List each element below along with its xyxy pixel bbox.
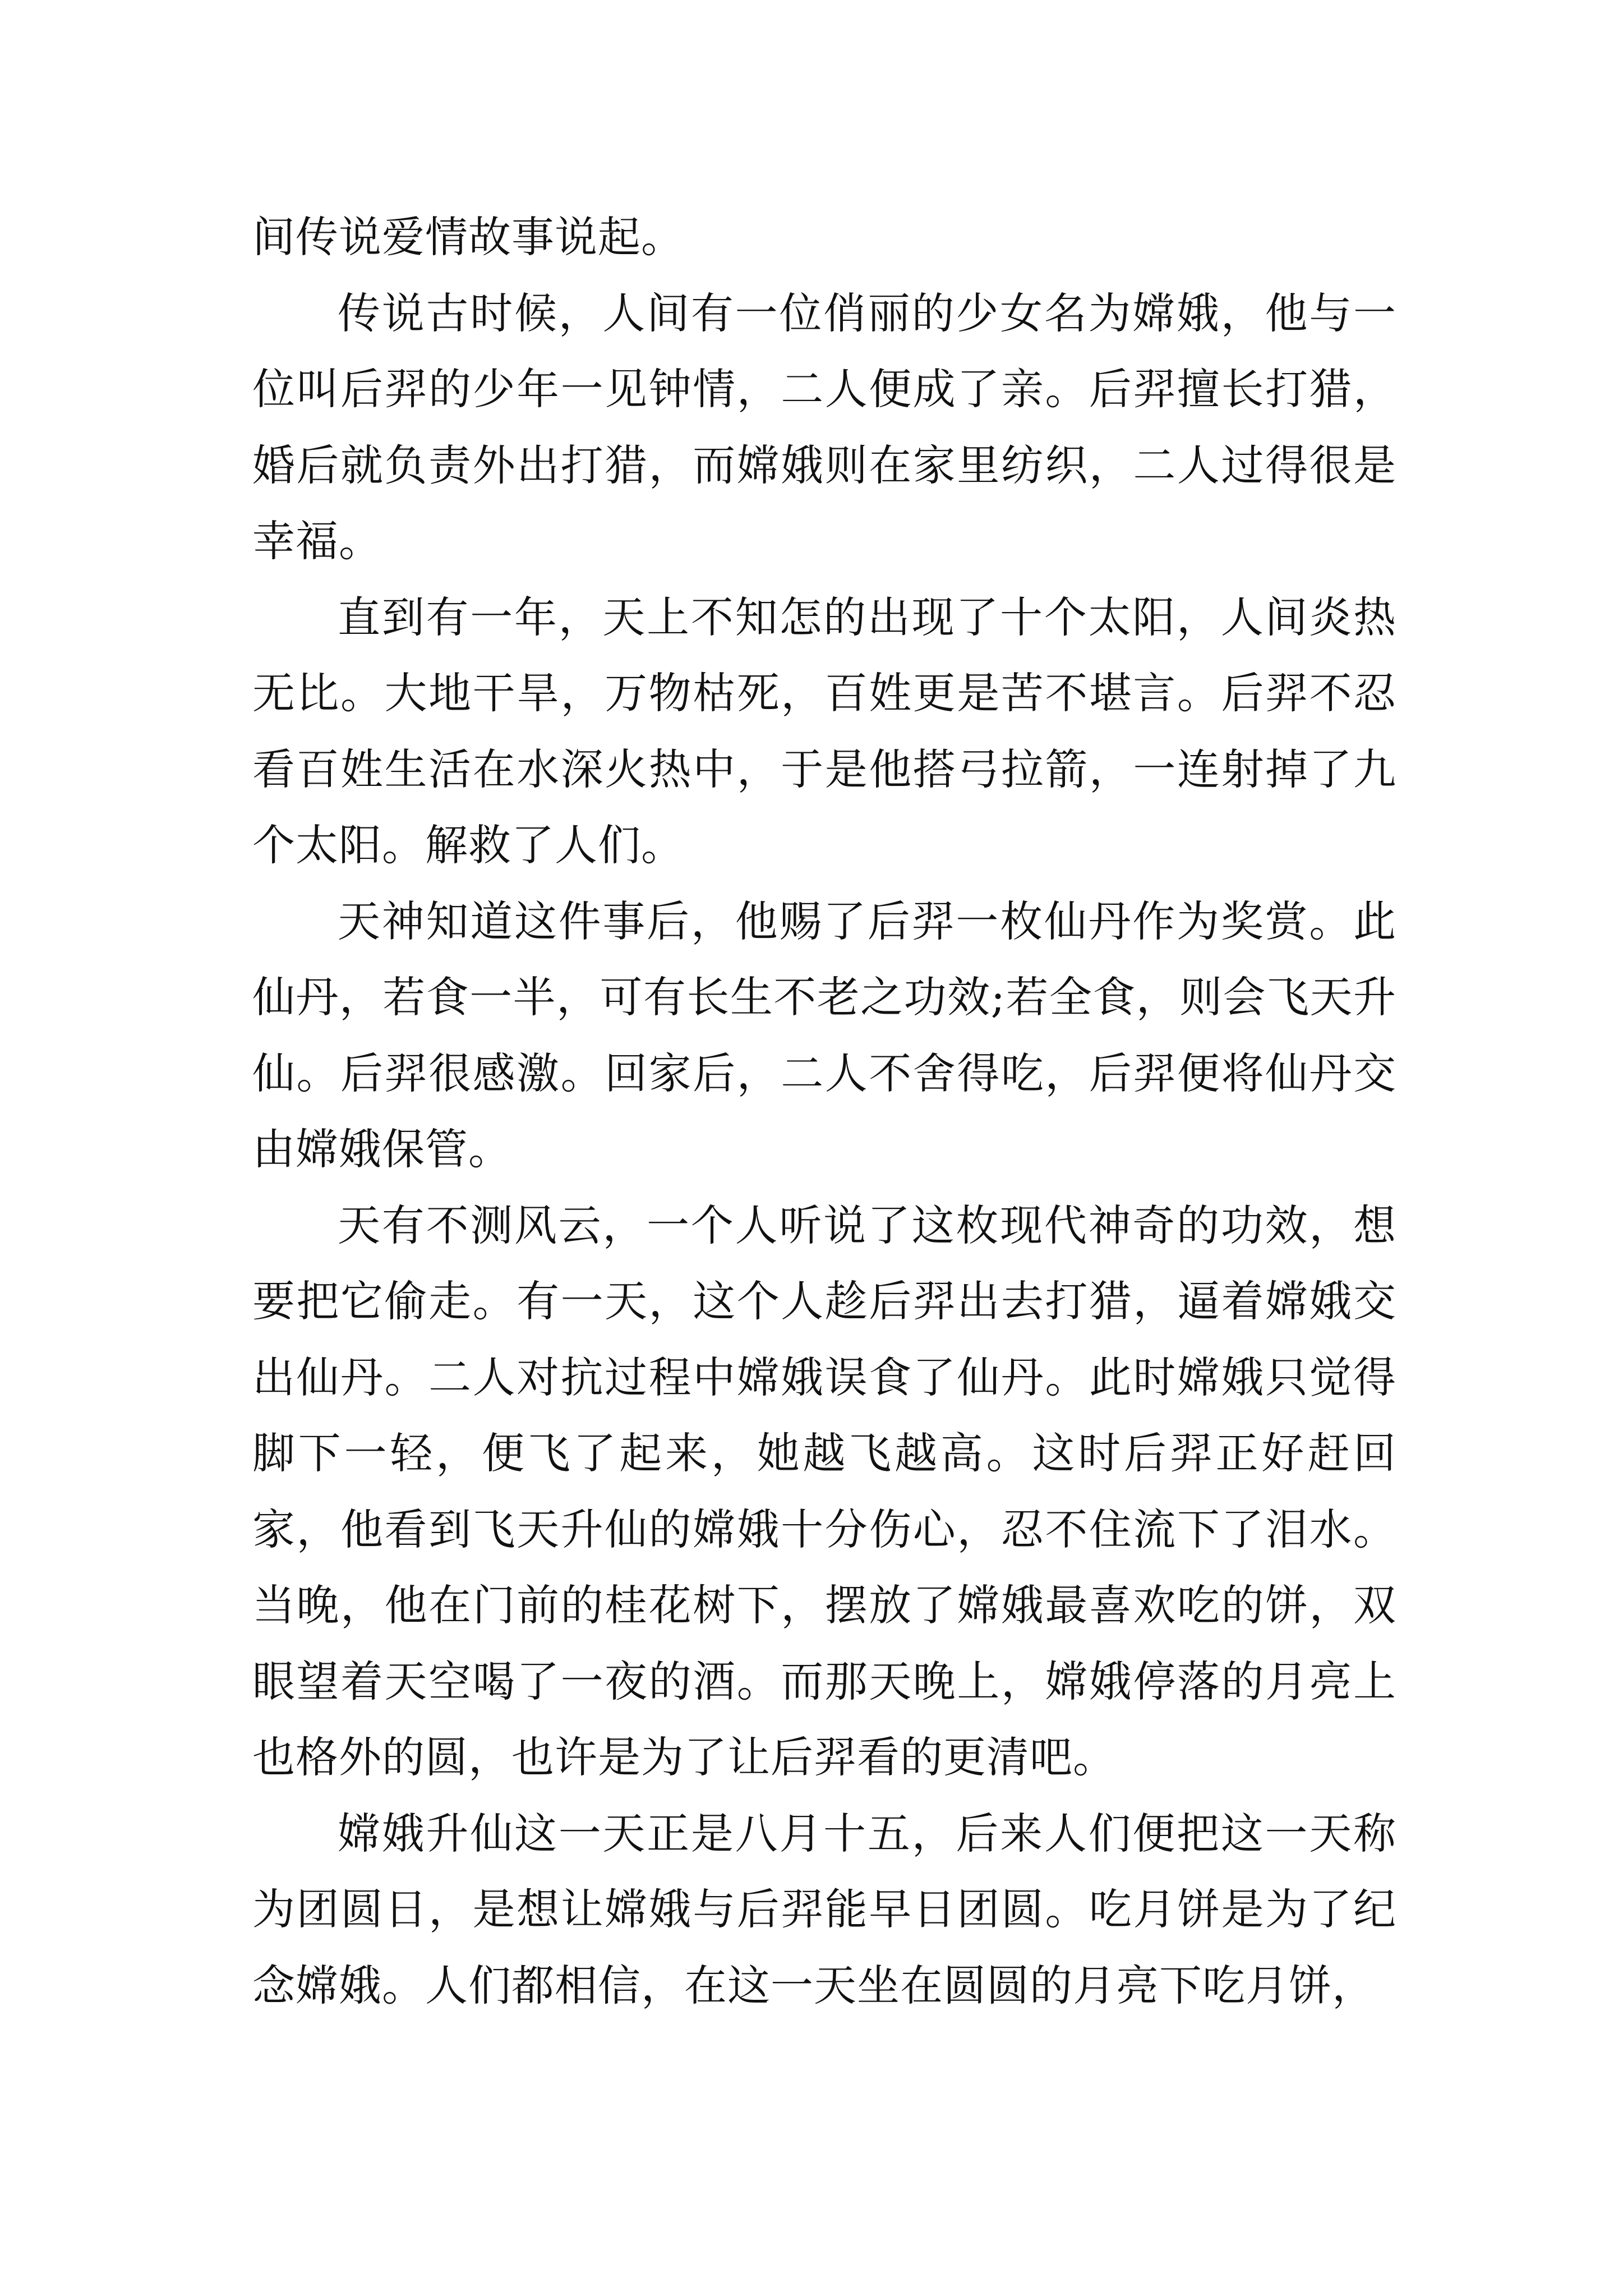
document-body — [252, 199, 1396, 2023]
paragraph-elixir: 天神知道这件事后，他赐了后羿一枚仙丹作为奖赏。此仙丹，若食一半，可有长生不老之功效;若全食，则会飞天升仙。后羿很感激。回家后，二人不舍得吃，后羿便将仙丹交由嫦娥保管。 — [252, 896, 1396, 1174]
paragraph-ten-suns: 直到有一年，天上不知怎的出现了十个太阳，人间炎热无比。大地干旱，万物枯死，百姓更是苦不堪言。后羿不忍看百姓生活在水深火热中，于是他搭弓拉箭，一连射掉了九个太阳。解救了人们。 — [252, 592, 1396, 870]
paragraph-legend-intro: 传说古时候，人间有一位俏丽的少女名为嫦娥，他与一位叫后羿的少年一见钟情，二人便成了亲。后羿擅长打猎，婚后就负责外出打猎，而嫦娥则在家里纺织，二人过得很是幸福。 — [252, 288, 1396, 566]
paragraph-continuation: 间传说爱情故事说起。 — [252, 212, 684, 262]
paragraph-mid-autumn: 嫦娥升仙这一天正是八月十五，后来人们便把这一天称为团圆日，是想让嫦娥与后羿能早日团圆。吃月饼是为了纪念嫦娥。人们都相信，在这一天坐在圆圆的月亮下吃月饼， — [252, 1808, 1396, 2010]
paragraph-change-ascends: 天有不测风云，一个人听说了这枚现代神奇的功效，想要把它偷走。有一天，这个人趁后羿出去打猎，逼着嫦娥交出仙丹。二人对抗过程中嫦娥误食了仙丹。此时嫦娥只觉得脚下一轻，便飞了起来，她越飞越高。这时后羿正好赶回家，他看到飞天升仙的嫦娥十分伤心，忍不住流下了泪水。当晚，他在门前的桂花树下，摆放了嫦娥最喜欢吃的饼，双眼望着天空喝了一夜的酒。而那天晚上，嫦娥停落的月亮上也格外的圆，也许是为了让后羿看的更清吧。 — [252, 1200, 1396, 1782]
